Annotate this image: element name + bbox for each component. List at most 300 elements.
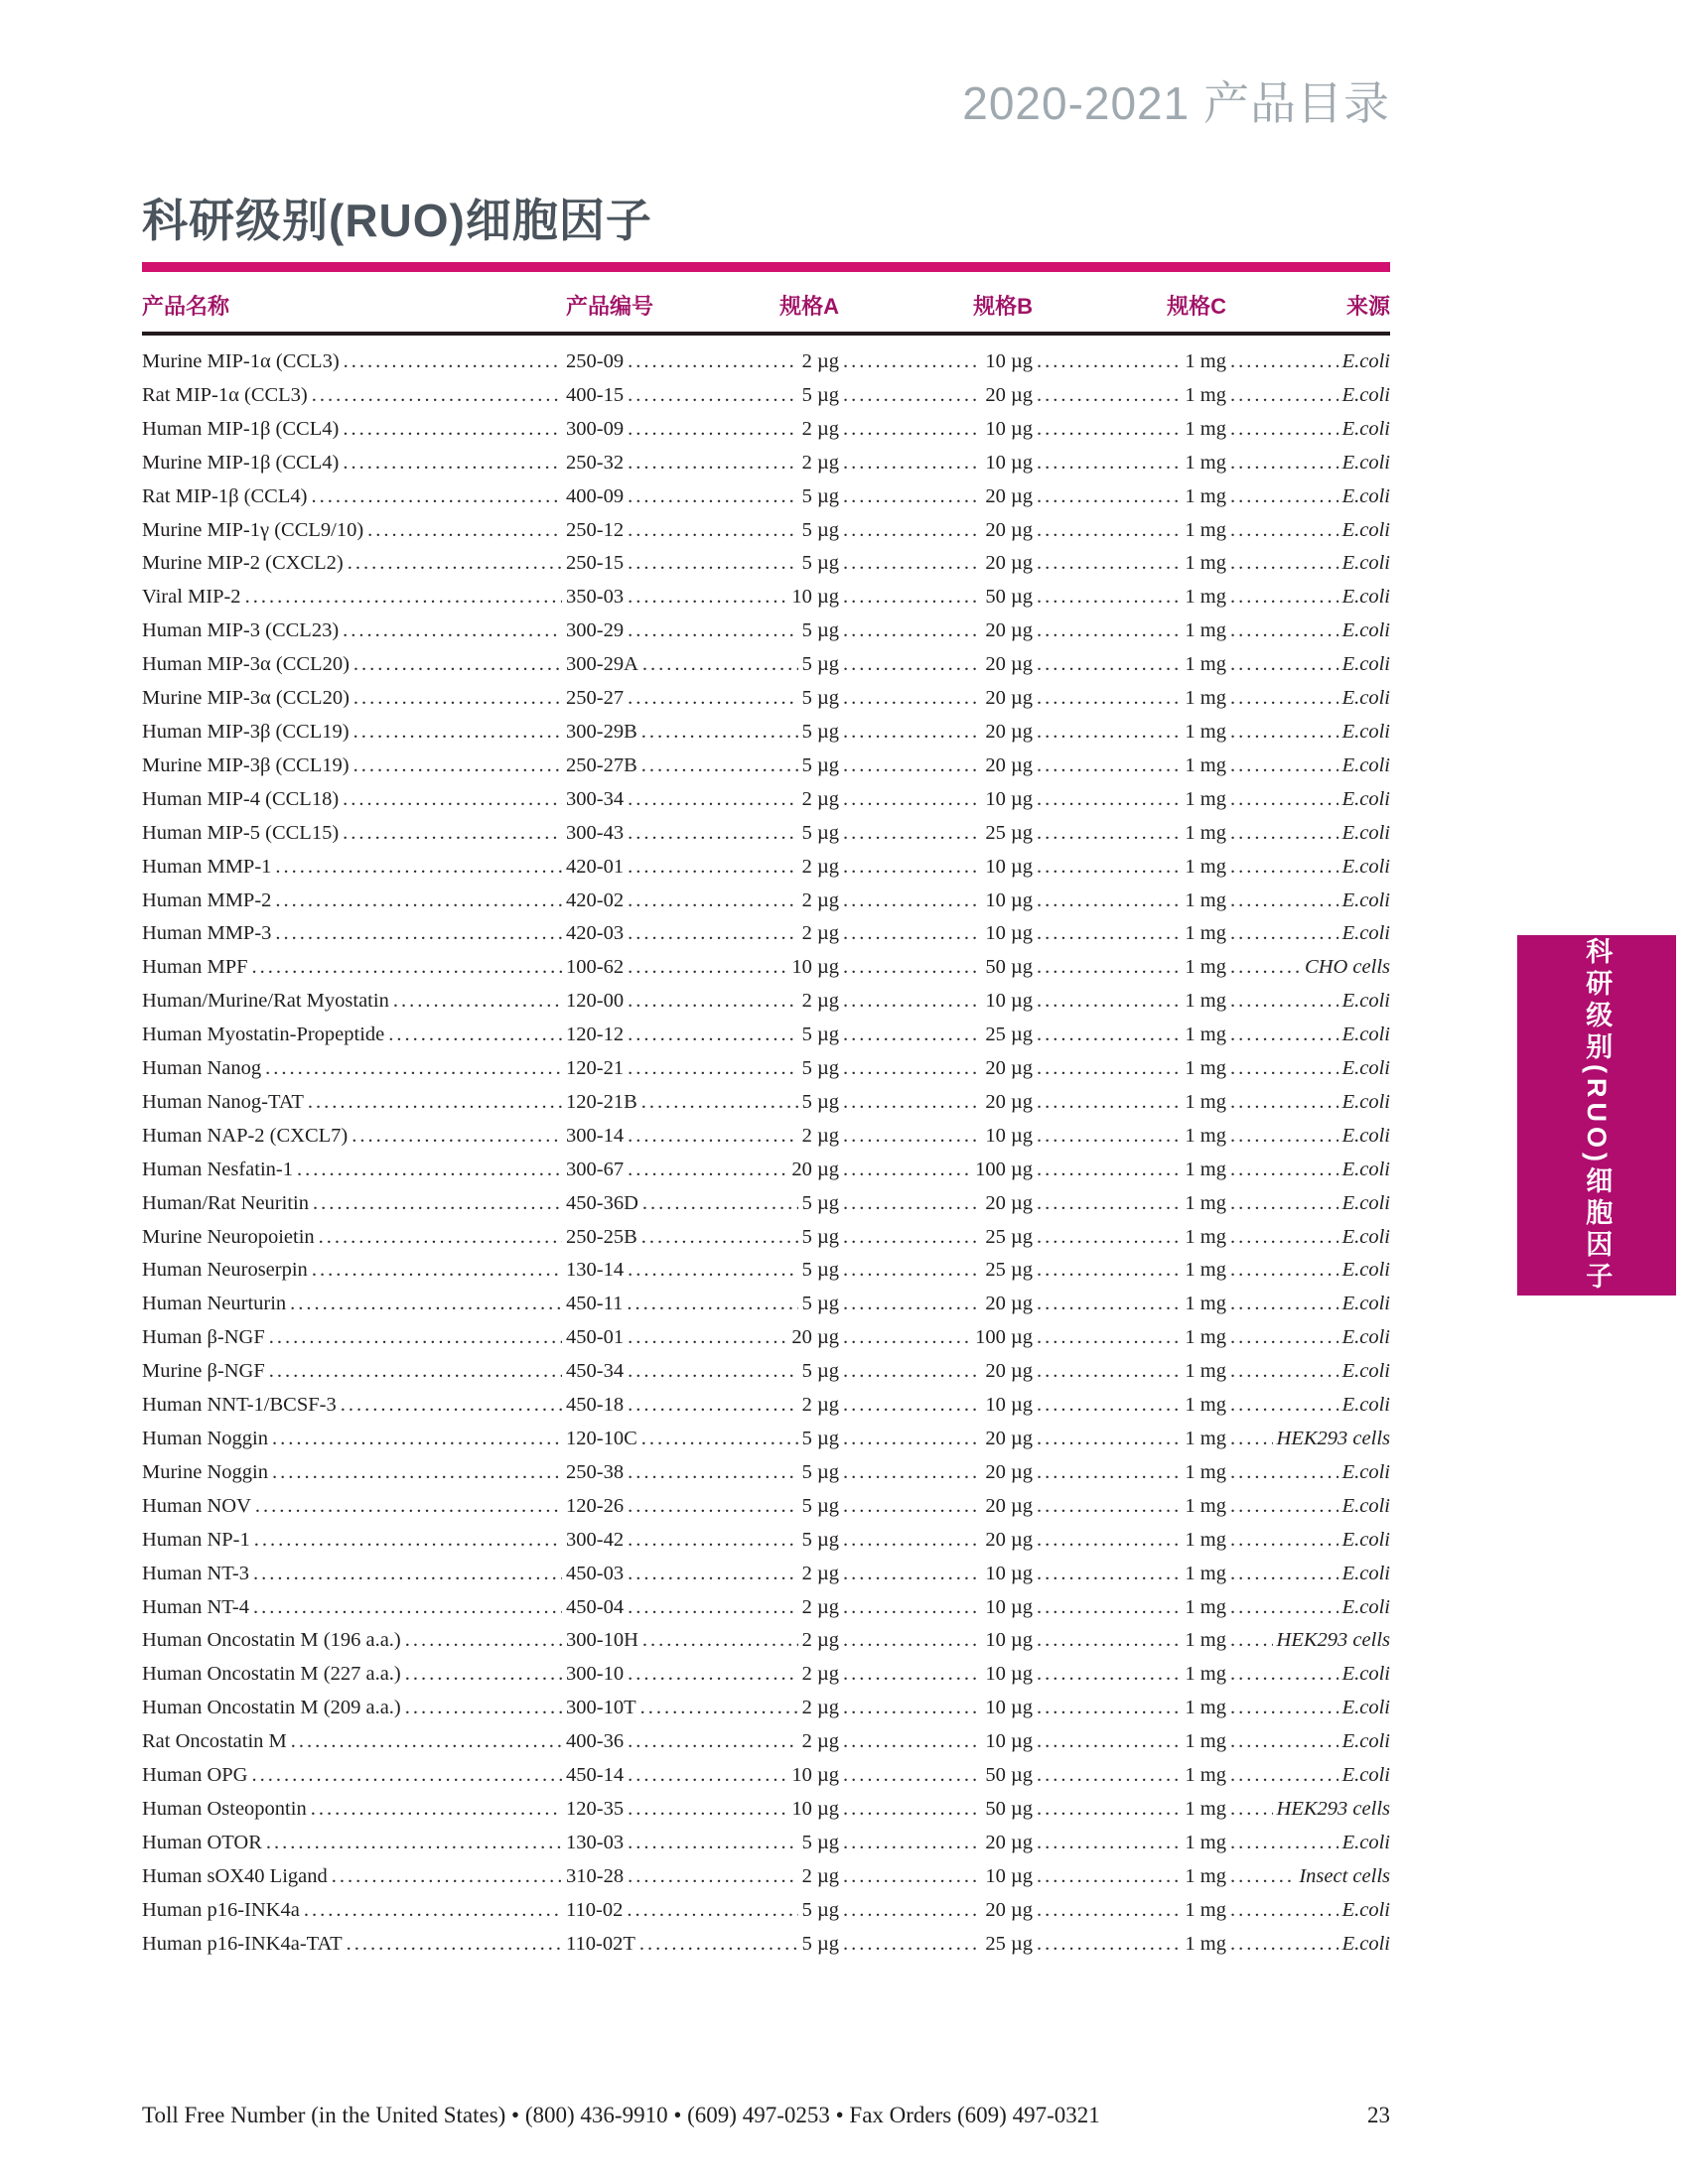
size-c-value: 1 mg bbox=[1185, 1494, 1226, 1517]
size-a-value: 5 µg bbox=[801, 619, 839, 642]
dot-leader bbox=[269, 1355, 562, 1389]
table-row bbox=[142, 851, 1390, 885]
source-value: E.coli bbox=[1341, 1124, 1390, 1147]
size-b-value: 20 µg bbox=[985, 1057, 1033, 1080]
size-b-value: 25 µg bbox=[985, 1932, 1033, 1955]
dot-leader bbox=[1230, 1456, 1338, 1490]
size-b-value: 10 µg bbox=[985, 417, 1033, 440]
table-row bbox=[142, 345, 1390, 379]
table-row bbox=[142, 1254, 1390, 1288]
size-b-value: 20 µg bbox=[985, 552, 1033, 575]
dot-leader bbox=[255, 1490, 562, 1524]
dot-leader bbox=[843, 1490, 981, 1524]
dot-leader bbox=[1037, 1860, 1181, 1894]
dot-leader bbox=[641, 1086, 798, 1120]
dot-leader bbox=[843, 1759, 981, 1793]
dot-leader bbox=[347, 1928, 562, 1962]
table-row bbox=[142, 1052, 1390, 1086]
dot-leader bbox=[1230, 648, 1338, 682]
size-b-value: 20 µg bbox=[985, 1528, 1033, 1551]
dot-leader bbox=[253, 1558, 562, 1591]
dot-leader bbox=[843, 1288, 981, 1321]
size-b-value: 20 µg bbox=[985, 383, 1033, 406]
table-row bbox=[142, 750, 1390, 783]
table-row bbox=[142, 1591, 1390, 1625]
dot-leader bbox=[628, 1490, 797, 1524]
source-value: E.coli bbox=[1341, 922, 1390, 945]
size-c-value: 1 mg bbox=[1185, 888, 1226, 911]
catalog-number: 450-14 bbox=[566, 1764, 625, 1787]
size-b-value: 20 µg bbox=[985, 1191, 1033, 1214]
dot-leader bbox=[1037, 1558, 1181, 1591]
dot-leader bbox=[265, 1052, 562, 1086]
table-row bbox=[142, 1860, 1390, 1894]
source-value: E.coli bbox=[1341, 552, 1390, 575]
dot-leader bbox=[843, 1725, 981, 1759]
dot-leader bbox=[1230, 1288, 1338, 1321]
size-a-value: 2 µg bbox=[801, 451, 839, 474]
table-row bbox=[142, 614, 1390, 648]
size-c-value: 1 mg bbox=[1185, 1259, 1226, 1282]
table-row bbox=[142, 1624, 1390, 1658]
size-c-value: 1 mg bbox=[1185, 1024, 1226, 1046]
dot-leader bbox=[1230, 750, 1338, 783]
dot-leader bbox=[344, 345, 562, 379]
dot-leader bbox=[290, 1288, 562, 1321]
size-a-value: 5 µg bbox=[801, 518, 839, 541]
dot-leader bbox=[628, 951, 787, 985]
table-row bbox=[142, 716, 1390, 750]
dot-leader bbox=[1230, 1187, 1338, 1221]
dot-leader bbox=[254, 1524, 562, 1558]
size-c-value: 1 mg bbox=[1185, 1595, 1226, 1618]
size-a-value: 20 µg bbox=[791, 1326, 839, 1349]
dot-leader bbox=[1230, 413, 1338, 447]
size-b-value: 10 µg bbox=[985, 888, 1033, 911]
catalog-number: 300-42 bbox=[566, 1528, 625, 1551]
dot-leader bbox=[628, 1019, 797, 1052]
size-c-value: 1 mg bbox=[1185, 1898, 1226, 1921]
size-c-value: 1 mg bbox=[1185, 1428, 1226, 1449]
dot-leader bbox=[843, 480, 981, 514]
catalog-number: 400-15 bbox=[566, 383, 625, 406]
size-a-value: 2 µg bbox=[801, 1697, 839, 1719]
size-a-value: 5 µg bbox=[801, 1024, 839, 1046]
dot-leader bbox=[628, 1321, 787, 1355]
dot-leader bbox=[1037, 716, 1181, 750]
source-value: E.coli bbox=[1341, 787, 1390, 810]
size-b-value: 100 µg bbox=[975, 1326, 1033, 1349]
source-value: E.coli bbox=[1341, 619, 1390, 642]
catalog-number: 250-27B bbox=[566, 753, 637, 776]
dot-leader bbox=[353, 716, 562, 750]
table-row bbox=[142, 1221, 1390, 1255]
size-b-value: 25 µg bbox=[985, 1259, 1033, 1282]
dot-leader bbox=[1037, 1288, 1181, 1321]
dot-leader bbox=[628, 379, 797, 413]
dot-leader bbox=[1230, 1120, 1338, 1154]
size-c-value: 1 mg bbox=[1185, 552, 1226, 575]
source-value: E.coli bbox=[1341, 350, 1390, 372]
dot-leader bbox=[1037, 514, 1181, 548]
dot-leader bbox=[628, 885, 797, 918]
dot-leader bbox=[628, 1591, 797, 1625]
catalog-number: 130-03 bbox=[566, 1831, 625, 1853]
dot-leader bbox=[1037, 1490, 1181, 1524]
dot-leader bbox=[843, 783, 981, 817]
size-a-value: 5 µg bbox=[801, 1225, 839, 1248]
size-c-value: 1 mg bbox=[1185, 821, 1226, 844]
size-a-value: 5 µg bbox=[801, 1898, 839, 1921]
product-name: Murine Noggin bbox=[142, 1460, 268, 1483]
table-row bbox=[142, 1894, 1390, 1928]
source-value: E.coli bbox=[1341, 484, 1390, 507]
dot-leader bbox=[1037, 985, 1181, 1019]
dot-leader bbox=[1230, 1759, 1338, 1793]
size-b-value: 10 µg bbox=[985, 1697, 1033, 1719]
catalog-number: 250-09 bbox=[566, 350, 625, 372]
size-a-value: 5 µg bbox=[801, 1460, 839, 1483]
dot-leader bbox=[628, 783, 797, 817]
dot-leader bbox=[1037, 1187, 1181, 1221]
dot-leader bbox=[843, 1120, 981, 1154]
dot-leader bbox=[313, 1187, 562, 1221]
table-row bbox=[142, 1725, 1390, 1759]
dot-leader bbox=[1037, 1827, 1181, 1860]
catalog-number: 300-09 bbox=[566, 417, 625, 440]
size-b-value: 10 µg bbox=[985, 922, 1033, 945]
dot-leader bbox=[1037, 1524, 1181, 1558]
source-value: E.coli bbox=[1341, 1764, 1390, 1787]
catalog-number: 300-29 bbox=[566, 619, 625, 642]
source-value: E.coli bbox=[1341, 888, 1390, 911]
table-row bbox=[142, 1120, 1390, 1154]
dot-leader bbox=[275, 917, 562, 951]
dot-leader bbox=[1037, 917, 1181, 951]
dot-leader bbox=[628, 1658, 797, 1692]
dot-leader bbox=[269, 1321, 562, 1355]
catalog-number: 120-26 bbox=[566, 1494, 625, 1517]
product-name: Murine MIP-2 (CXCL2) bbox=[142, 552, 344, 575]
size-b-value: 20 µg bbox=[985, 1428, 1033, 1449]
dot-leader bbox=[1037, 379, 1181, 413]
dot-leader bbox=[642, 1624, 798, 1658]
catalog-number: 300-67 bbox=[566, 1158, 625, 1180]
dot-leader bbox=[388, 1019, 562, 1052]
dot-leader bbox=[628, 614, 797, 648]
table-row bbox=[142, 514, 1390, 548]
dot-leader bbox=[1230, 480, 1338, 514]
size-a-value: 2 µg bbox=[801, 1595, 839, 1618]
catalog-number: 450-04 bbox=[566, 1595, 625, 1618]
dot-leader bbox=[843, 379, 981, 413]
product-name: Murine MIP-1β (CCL4) bbox=[142, 451, 340, 474]
size-b-value: 25 µg bbox=[985, 821, 1033, 844]
product-name: Human MPF bbox=[142, 956, 248, 979]
dot-leader bbox=[628, 1558, 797, 1591]
table-row bbox=[142, 1154, 1390, 1187]
table-row bbox=[142, 1086, 1390, 1120]
size-b-value: 50 µg bbox=[985, 1797, 1033, 1820]
source-value: E.coli bbox=[1341, 1394, 1390, 1417]
size-c-value: 1 mg bbox=[1185, 1090, 1226, 1113]
dot-leader bbox=[367, 514, 562, 548]
size-b-value: 20 µg bbox=[985, 1494, 1033, 1517]
table-row bbox=[142, 1793, 1390, 1827]
catalog-number: 310-28 bbox=[566, 1864, 625, 1887]
dot-leader bbox=[843, 648, 981, 682]
dot-leader bbox=[275, 851, 562, 885]
dot-leader bbox=[843, 1423, 981, 1456]
table-row bbox=[142, 917, 1390, 951]
table-row bbox=[142, 817, 1390, 851]
size-a-value: 5 µg bbox=[801, 1090, 839, 1113]
dot-leader bbox=[1230, 817, 1338, 851]
dot-leader bbox=[843, 547, 981, 581]
table-row bbox=[142, 1827, 1390, 1860]
table-row bbox=[142, 1321, 1390, 1355]
size-a-value: 2 µg bbox=[801, 1730, 839, 1753]
size-c-value: 1 mg bbox=[1185, 1764, 1226, 1787]
size-a-value: 2 µg bbox=[801, 350, 839, 372]
size-a-value: 5 µg bbox=[801, 821, 839, 844]
source-value: E.coli bbox=[1341, 1528, 1390, 1551]
dot-leader bbox=[843, 917, 981, 951]
catalog-number: 450-18 bbox=[566, 1394, 625, 1417]
source-value: E.coli bbox=[1341, 586, 1390, 609]
product-name: Human OTOR bbox=[142, 1831, 262, 1853]
catalog-number: 300-10 bbox=[566, 1663, 625, 1686]
size-c-value: 1 mg bbox=[1185, 1663, 1226, 1686]
dot-leader bbox=[843, 1793, 981, 1827]
dot-leader bbox=[1230, 379, 1338, 413]
dot-leader bbox=[311, 480, 562, 514]
dot-leader bbox=[343, 413, 562, 447]
source-value: E.coli bbox=[1341, 720, 1390, 743]
dot-leader bbox=[628, 1254, 797, 1288]
table-row bbox=[142, 1423, 1390, 1456]
dot-leader bbox=[297, 1154, 562, 1187]
product-name: Rat MIP-1β (CCL4) bbox=[142, 484, 308, 507]
dot-leader bbox=[843, 1558, 981, 1591]
dot-leader bbox=[843, 1524, 981, 1558]
column-header-size-c: 规格C bbox=[1167, 294, 1226, 319]
size-c-value: 1 mg bbox=[1185, 619, 1226, 642]
dot-leader bbox=[291, 1725, 562, 1759]
size-b-value: 50 µg bbox=[985, 586, 1033, 609]
dot-leader bbox=[843, 951, 981, 985]
dot-leader bbox=[843, 514, 981, 548]
side-tab-line1: 科研级别(RUO) bbox=[1582, 937, 1613, 1166]
dot-leader bbox=[843, 1221, 981, 1255]
dot-leader bbox=[1037, 1120, 1181, 1154]
table-row bbox=[142, 480, 1390, 514]
dot-leader bbox=[1230, 1086, 1338, 1120]
size-a-value: 2 µg bbox=[801, 1629, 839, 1652]
size-b-value: 10 µg bbox=[985, 350, 1033, 372]
catalog-number: 120-21 bbox=[566, 1057, 625, 1080]
size-c-value: 1 mg bbox=[1185, 720, 1226, 743]
dot-leader bbox=[843, 885, 981, 918]
product-name: Viral MIP-2 bbox=[142, 586, 241, 609]
table-row bbox=[142, 1558, 1390, 1591]
dot-leader bbox=[1037, 1725, 1181, 1759]
size-a-value: 2 µg bbox=[801, 1864, 839, 1887]
dot-leader bbox=[1037, 1793, 1181, 1827]
product-name: Human/Murine/Rat Myostatin bbox=[142, 990, 389, 1013]
catalog-edition-header: 2020-2021 产品目录 bbox=[962, 77, 1390, 129]
size-a-value: 2 µg bbox=[801, 888, 839, 911]
catalog-number: 400-09 bbox=[566, 484, 625, 507]
dot-leader bbox=[266, 1827, 562, 1860]
size-c-value: 1 mg bbox=[1185, 1864, 1226, 1887]
size-b-value: 25 µg bbox=[985, 1225, 1033, 1248]
product-name: Human Neurturin bbox=[142, 1293, 287, 1315]
size-b-value: 10 µg bbox=[985, 1663, 1033, 1686]
catalog-number: 250-12 bbox=[566, 518, 625, 541]
source-value: Insect cells bbox=[1299, 1864, 1390, 1887]
dot-leader bbox=[1230, 917, 1338, 951]
dot-leader bbox=[1037, 480, 1181, 514]
table-row bbox=[142, 1187, 1390, 1221]
dot-leader bbox=[1230, 447, 1338, 480]
size-c-value: 1 mg bbox=[1185, 1460, 1226, 1483]
dot-leader bbox=[312, 1254, 562, 1288]
catalog-number: 120-12 bbox=[566, 1024, 625, 1046]
dot-leader bbox=[641, 716, 798, 750]
dot-leader bbox=[1230, 547, 1338, 581]
size-b-value: 10 µg bbox=[985, 1595, 1033, 1618]
catalog-number: 300-10H bbox=[566, 1629, 638, 1652]
size-b-value: 10 µg bbox=[985, 787, 1033, 810]
catalog-number: 420-03 bbox=[566, 922, 625, 945]
size-c-value: 1 mg bbox=[1185, 787, 1226, 810]
dot-leader bbox=[341, 1389, 562, 1423]
table-row bbox=[142, 1928, 1390, 1962]
product-name: Human Osteopontin bbox=[142, 1797, 307, 1820]
dot-leader bbox=[1037, 817, 1181, 851]
size-b-value: 100 µg bbox=[975, 1158, 1033, 1180]
dot-leader bbox=[1037, 783, 1181, 817]
size-a-value: 5 µg bbox=[801, 1293, 839, 1315]
table-row bbox=[142, 1490, 1390, 1524]
dot-leader bbox=[272, 1456, 562, 1490]
dot-leader bbox=[1037, 1423, 1181, 1456]
catalog-number: 120-00 bbox=[566, 990, 625, 1013]
dot-leader bbox=[843, 1827, 981, 1860]
catalog-number: 450-01 bbox=[566, 1326, 625, 1349]
dot-leader bbox=[843, 1052, 981, 1086]
dot-leader bbox=[1037, 1759, 1181, 1793]
source-value: E.coli bbox=[1341, 1024, 1390, 1046]
dot-leader bbox=[1230, 951, 1301, 985]
dot-leader bbox=[628, 413, 797, 447]
dot-leader bbox=[308, 1086, 562, 1120]
size-a-value: 2 µg bbox=[801, 417, 839, 440]
column-header-product-name: 产品名称 bbox=[142, 294, 230, 319]
size-a-value: 5 µg bbox=[801, 653, 839, 676]
size-a-value: 2 µg bbox=[801, 855, 839, 878]
catalog-number: 300-29A bbox=[566, 653, 638, 676]
dot-leader bbox=[405, 1624, 562, 1658]
dot-leader bbox=[348, 547, 562, 581]
size-b-value: 50 µg bbox=[985, 1764, 1033, 1787]
size-a-value: 5 µg bbox=[801, 1259, 839, 1282]
dot-leader bbox=[1037, 885, 1181, 918]
size-b-value: 20 µg bbox=[985, 1090, 1033, 1113]
size-a-value: 5 µg bbox=[801, 1494, 839, 1517]
catalog-number: 250-32 bbox=[566, 451, 625, 474]
dot-leader bbox=[843, 985, 981, 1019]
source-value: E.coli bbox=[1341, 1259, 1390, 1282]
size-c-value: 1 mg bbox=[1185, 1124, 1226, 1147]
catalog-number: 450-34 bbox=[566, 1360, 625, 1383]
dot-leader bbox=[405, 1692, 562, 1725]
dot-leader bbox=[628, 1725, 797, 1759]
size-c-value: 1 mg bbox=[1185, 990, 1226, 1013]
size-b-value: 10 µg bbox=[985, 1124, 1033, 1147]
product-name: Human MMP-3 bbox=[142, 922, 272, 945]
product-name: Human OPG bbox=[142, 1764, 248, 1787]
dot-leader bbox=[843, 1456, 981, 1490]
table-row bbox=[142, 1288, 1390, 1321]
catalog-number: 120-10C bbox=[566, 1428, 637, 1449]
table-row bbox=[142, 783, 1390, 817]
dot-leader bbox=[628, 447, 797, 480]
dot-leader bbox=[843, 817, 981, 851]
size-b-value: 10 µg bbox=[985, 855, 1033, 878]
dot-leader bbox=[343, 447, 562, 480]
product-name: Human Neuroserpin bbox=[142, 1259, 308, 1282]
size-c-value: 1 mg bbox=[1185, 1293, 1226, 1315]
dot-leader bbox=[1230, 1355, 1338, 1389]
table-row bbox=[142, 547, 1390, 581]
source-value: HEK293 cells bbox=[1276, 1629, 1390, 1652]
dot-leader bbox=[1230, 716, 1338, 750]
size-a-value: 5 µg bbox=[801, 552, 839, 575]
size-a-value: 10 µg bbox=[791, 1764, 839, 1787]
product-name: Human MIP-4 (CCL18) bbox=[142, 787, 340, 810]
source-value: E.coli bbox=[1341, 653, 1390, 676]
size-a-value: 20 µg bbox=[791, 1158, 839, 1180]
size-b-value: 20 µg bbox=[985, 753, 1033, 776]
source-value: E.coli bbox=[1341, 518, 1390, 541]
size-b-value: 20 µg bbox=[985, 1831, 1033, 1853]
table-row bbox=[142, 581, 1390, 614]
dot-leader bbox=[1037, 1389, 1181, 1423]
size-a-value: 2 µg bbox=[801, 922, 839, 945]
dot-leader bbox=[628, 1052, 797, 1086]
catalog-number: 420-02 bbox=[566, 888, 625, 911]
size-c-value: 1 mg bbox=[1185, 1932, 1226, 1955]
table-row bbox=[142, 1524, 1390, 1558]
dot-leader bbox=[1037, 1591, 1181, 1625]
table-row bbox=[142, 413, 1390, 447]
dot-leader bbox=[1037, 1052, 1181, 1086]
product-name: Human NNT-1/BCSF-3 bbox=[142, 1394, 337, 1417]
product-name: Human MMP-1 bbox=[142, 855, 272, 878]
size-b-value: 20 µg bbox=[985, 1360, 1033, 1383]
dot-leader bbox=[843, 716, 981, 750]
size-b-value: 25 µg bbox=[985, 1024, 1033, 1046]
size-a-value: 5 µg bbox=[801, 1831, 839, 1853]
dot-leader bbox=[628, 1759, 787, 1793]
size-a-value: 2 µg bbox=[801, 990, 839, 1013]
dot-leader bbox=[1230, 1928, 1338, 1962]
source-value: E.coli bbox=[1341, 1697, 1390, 1719]
table-header-rule bbox=[142, 332, 1390, 336]
dot-leader bbox=[1230, 985, 1338, 1019]
